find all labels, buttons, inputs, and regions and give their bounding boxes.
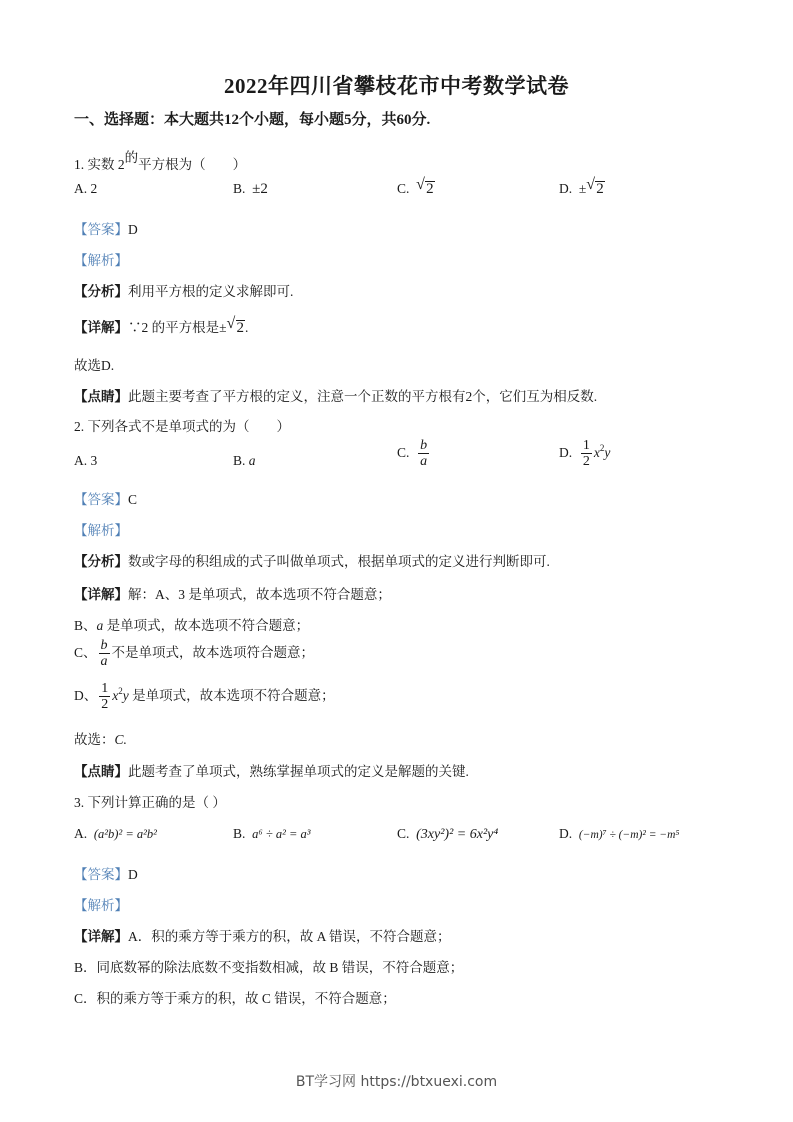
q2-line-d: D、 $\frac{1}{2}$ $x^2y$ 是单项式，故本选项不符合题意； xyxy=(74,681,335,713)
q2-xiangjie: 【详解】解：A、3 是单项式，故本选项不符合题意； xyxy=(74,587,391,602)
q1-xiangjie: 【详解】∵2 的平方根是± √ 2. xyxy=(74,315,249,336)
q2-analysis-label: 【解析】 xyxy=(74,523,128,538)
q2-option-a: A. 3 xyxy=(74,453,98,468)
q1-option-b: B. ±2 xyxy=(233,181,268,197)
question-2-stem: 2. 下列各式不是单项式的为（ ） xyxy=(74,419,290,434)
q3-xiangjie: 【详解】A．积的乘方等于乘方的积，故 A 错误，不符合题意； xyxy=(74,929,451,944)
q1-option-a: A. 2 xyxy=(74,181,98,196)
section-heading: 一、选择题：本大题共12个小题，每小题5分，共60分. xyxy=(74,112,431,128)
fraction: $\frac{b}{a}$ xyxy=(420,438,428,470)
q1-dianjing: 【点睛】此题主要考查了平方根的定义，注意一个正数的平方根有2个，它们互为相反数. xyxy=(74,389,598,404)
q3-option-b: B. a⁶ ÷ a² = a³ xyxy=(233,826,311,841)
q3-analysis-label: 【解析】 xyxy=(74,898,128,913)
q1-option-c: C. √ 2 xyxy=(397,176,434,197)
answer-label: 【答案】 xyxy=(74,222,128,237)
q1-conclusion: 故选D. xyxy=(74,358,115,373)
question-3-stem: 3. 下列计算正确的是（ ） xyxy=(74,795,226,810)
document-title: 2022年四川省攀枝花市中考数学试卷 xyxy=(224,74,569,98)
q2-option-b: B. a xyxy=(233,453,256,468)
fraction: $\frac{b}{a}$ xyxy=(100,638,108,670)
q2-answer: 【答案】C xyxy=(74,492,138,507)
q2-dianjing: 【点睛】此题考查了单项式，熟练掌握单项式的定义是解题的关键. xyxy=(74,764,469,779)
q1-option-d: D. ± √ 2 xyxy=(559,176,604,197)
q1-fenxi: 【分析】利用平方根的定义求解即可. xyxy=(74,284,294,299)
q2-line-c: C、 $\frac{b}{a}$ 不是单项式，故本选项符合题意； xyxy=(74,638,315,670)
answer-label: 【答案】 xyxy=(74,492,128,507)
q3-option-c: C. (3xy²)² = 6x²y⁴ xyxy=(397,826,499,842)
q2-line-b: B、a 是单项式，故本选项不符合题意； xyxy=(74,618,310,633)
q2-fenxi: 【分析】数或字母的积组成的式子叫做单项式，根据单项式的定义进行判断即可. xyxy=(74,554,550,569)
answer-label: 【答案】 xyxy=(74,867,128,882)
sqrt-symbol: √ 2 xyxy=(226,315,245,336)
q1-answer: 【答案】D xyxy=(74,222,138,237)
question-1-stem: 1. 实数 2的平方根为（ ） xyxy=(74,150,247,172)
q2-conclusion: 故选：C. xyxy=(74,732,127,747)
q2-option-d: D. $\frac{1}{2}$ $x^2y$ xyxy=(559,438,611,470)
fraction: $\frac{1}{2}$ xyxy=(582,438,590,470)
q3-answer: 【答案】D xyxy=(74,867,138,882)
footer-watermark: BT学习网 https://btxuexi.com xyxy=(295,1074,498,1090)
q3-option-a: A. (a²b)² = a²b² xyxy=(74,826,157,841)
q3-line-b: B．同底数幂的除法底数不变指数相减，故 B 错误，不符合题意； xyxy=(74,960,464,975)
sqrt-symbol: √ 2 xyxy=(416,176,434,197)
q1-analysis-label: 【解析】 xyxy=(74,253,128,268)
q2-option-c: C. $\frac{b}{a}$ xyxy=(397,438,428,470)
q3-option-d: D. (−m)⁷ ÷ (−m)² = −m⁵ xyxy=(559,826,680,841)
fraction: $\frac{1}{2}$ xyxy=(101,681,109,713)
q3-line-c: C．积的乘方等于乘方的积，故 C 错误，不符合题意； xyxy=(74,991,396,1006)
sqrt-symbol: √ 2 xyxy=(586,176,604,197)
